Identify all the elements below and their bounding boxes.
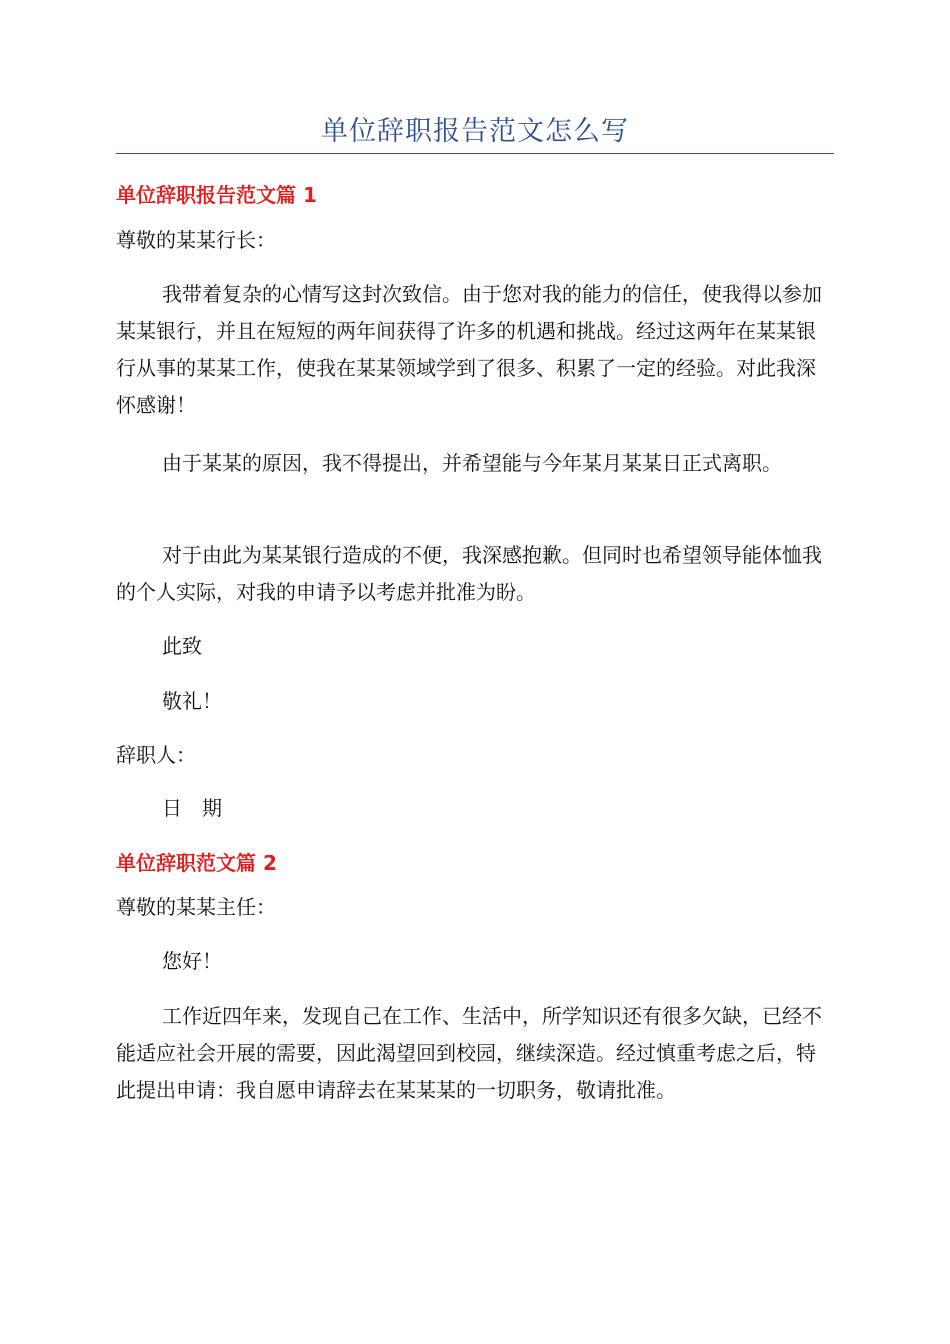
section-1-paragraph-1: 我带着复杂的心情写这封次致信。由于您对我的能力的信任，使我得以参加某某银行，并且在短短的两年间获得了许多的机遇和挑战。经过这两年在某某银行从事的某某工作，使我在某某领域学到了很多、积累了一定的经验。对此我深怀感谢！ xyxy=(116,282,822,417)
section-1-paragraph-2: 由于某某的原因，我不得提出，并希望能与今年某月某某日正式离职。 xyxy=(162,451,782,475)
section-1-signer: 辞职人： xyxy=(116,743,196,767)
section-1-salutation: 尊敬的某某行长： xyxy=(116,228,276,252)
section-2-salutation: 尊敬的某某主任： xyxy=(116,895,276,919)
title-divider xyxy=(116,153,834,154)
section-2-greeting: 您好！ xyxy=(162,949,222,973)
section-1-closing-2: 敬礼！ xyxy=(162,689,222,713)
section-1-paragraph-3: 对于由此为某某银行造成的不便，我深感抱歉。但同时也希望领导能体恤我的个人实际，对我的申请予以考虑并批准为盼。 xyxy=(116,543,822,604)
section-1-closing-1: 此致 xyxy=(162,634,202,658)
section-2-heading: 单位辞职范文篇 2 xyxy=(116,851,277,875)
section-1-heading: 单位辞职报告范文篇 1 xyxy=(116,183,317,207)
section-1-date: 日 期 xyxy=(162,796,222,820)
section-2-paragraph-1: 工作近四年来，发现自己在工作、生活中，所学知识还有很多欠缺，已经不能适应社会开展的需要，因此渴望回到校园，继续深造。经过慎重考虑之后，特此提出申请：我自愿申请辞去在某某某的一切职务，敬请批准。 xyxy=(116,1004,822,1102)
page-title: 单位辞职报告范文怎么写 xyxy=(321,116,629,147)
